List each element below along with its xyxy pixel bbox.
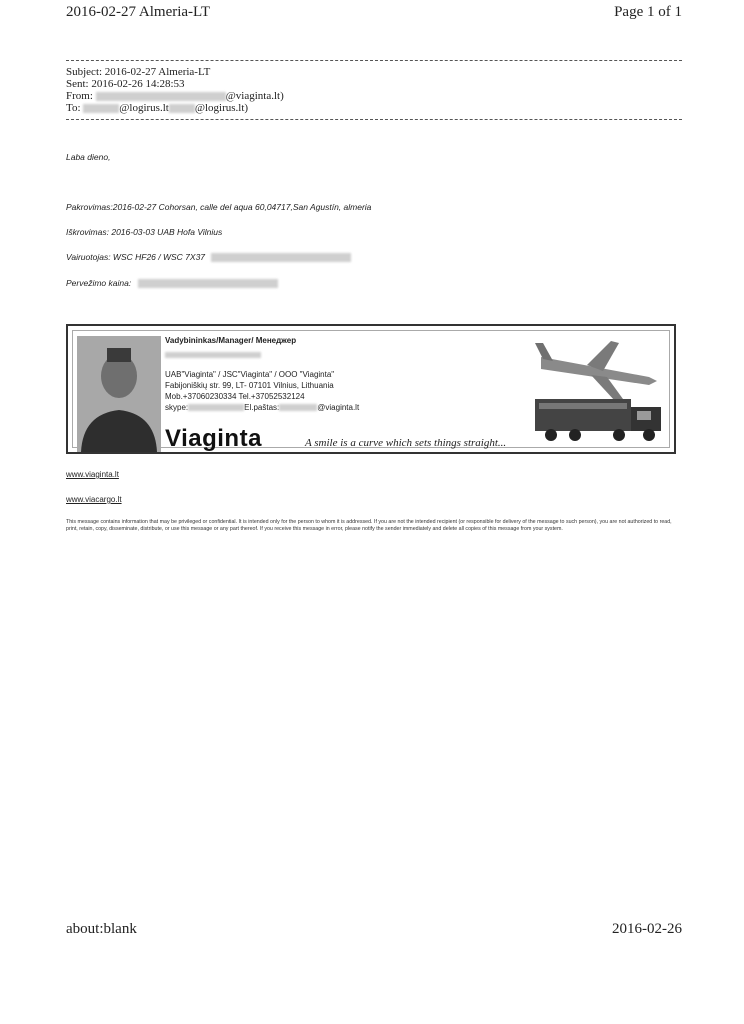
redacted-manager-name xyxy=(165,352,261,358)
email-domain: @viaginta.lt xyxy=(317,403,360,412)
signature-inner-frame xyxy=(72,330,670,452)
header-divider-bottom xyxy=(66,119,682,120)
header-divider-top xyxy=(66,60,682,61)
driver-text: Vairuotojas: WSC HF26 / WSC 7X37 xyxy=(66,252,206,262)
email-to-domain: @logirus.lt) xyxy=(194,102,249,114)
email-from-label: From: xyxy=(66,90,93,102)
page-footer-left: about:blank xyxy=(66,921,137,937)
email-from-domain: @viaginta.lt) xyxy=(225,90,284,102)
redacted-driver-name xyxy=(211,253,351,262)
redacted-skype xyxy=(188,404,244,411)
truck-icon xyxy=(535,399,661,441)
redacted-to-name-1 xyxy=(83,104,119,113)
signature-contacts xyxy=(165,402,359,413)
email-subject: Subject: 2016-02-27 Almeria-LT xyxy=(66,66,211,78)
avatar xyxy=(77,336,161,452)
signature-company: UAB"Viaginta" / JSC"Viaginta" / OOO "Viaginta" xyxy=(165,370,335,379)
redacted-price xyxy=(138,279,278,288)
page-number: Page 1 of 1 xyxy=(614,4,682,20)
redacted-to-name-2 xyxy=(169,104,195,113)
email-to-label: To: xyxy=(66,102,81,114)
unloading-line: Iškrovimas: 2016-03-03 UAB Hofa Vilnius xyxy=(66,227,223,237)
transport-image xyxy=(531,335,671,449)
signature-address: Fabijoniškių str. 99, LT- 07101 Vilnius, Lithuania xyxy=(165,381,334,390)
signature-role: Vadybininkas/Manager/ Менеджер xyxy=(165,336,297,345)
redacted-email-user xyxy=(279,404,317,411)
redacted-from-name xyxy=(96,92,226,101)
disclaimer: This message contains information that may be privileged or confidential. It is intended only for the person to whom it is addressed. If you are not the intended recipient (or responsible for delivery of the message to such person), you are not authorized to read, print, retain, copy, disseminate, distribute, or use this message or any part thereof. If you receive this message in error, please notify the sender immediately and delete all copies of this message from your system. xyxy=(66,519,672,532)
email-to xyxy=(66,102,284,114)
email-meta xyxy=(66,66,284,114)
skype-label: skype: xyxy=(165,403,189,412)
signature-name-line xyxy=(165,349,261,360)
slogan: A smile is a curve which sets things straight... xyxy=(305,437,507,449)
price-label: Pervežimo kaina: xyxy=(66,278,132,288)
greeting: Laba dieno, xyxy=(66,152,111,162)
page-footer-date: 2016-02-26 xyxy=(612,921,682,937)
email-from xyxy=(66,90,284,102)
email-label: El.paštas: xyxy=(244,403,280,412)
driver-line xyxy=(66,252,351,262)
viaginta-logo: Viaginta xyxy=(165,425,262,452)
price-line xyxy=(66,278,278,288)
signature-phones: Mob.+37060230334 Tel.+37052532124 xyxy=(165,392,305,401)
link-viaginta[interactable]: www.viaginta.lt xyxy=(66,470,119,479)
loading-line: Pakrovimas:2016-02-27 Cohorsan, calle del aqua 60,04717,San Agustín, almeria xyxy=(66,202,372,212)
email-to-mid: @logirus.lt xyxy=(119,102,169,114)
link-viacargo[interactable]: www.viacargo.lt xyxy=(66,495,122,504)
person-photo-icon xyxy=(77,336,161,452)
signature-block xyxy=(66,324,676,454)
page-header-title: 2016-02-27 Almeria-LT xyxy=(66,4,211,20)
airplane-icon xyxy=(535,341,657,401)
email-sent: Sent: 2016-02-26 14:28:53 xyxy=(66,78,185,90)
